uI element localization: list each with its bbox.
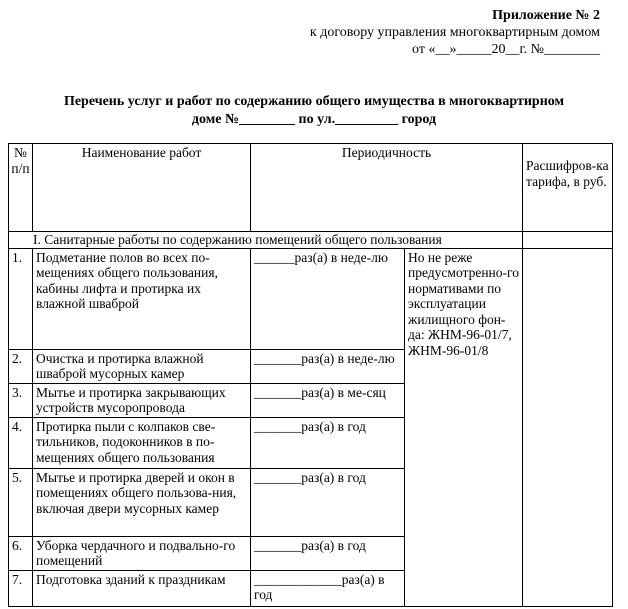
row-period: ______раз(а) в неде-лю xyxy=(251,248,405,349)
table-row xyxy=(9,536,613,570)
row-name: Очистка и протирка влажной шваброй мусорных камер xyxy=(33,349,251,383)
row-name: Мытье и протирка дверей и окон в помещениях общего пользова-ния, включая двери мусорных камер xyxy=(33,468,251,536)
row-period: _____________раз(а) в год xyxy=(251,570,405,606)
document-title-line2: доме №________ по ул._________ город xyxy=(191,112,437,127)
row-num: 2. xyxy=(9,349,33,383)
contract-date-line: от «__»_____20__г. №________ xyxy=(412,42,600,57)
row-name: Мытье и протирка закрывающих устройств мусоропровода xyxy=(33,383,251,417)
row-num: 6. xyxy=(9,536,33,570)
col-header-num: № п/п xyxy=(9,144,33,232)
section-row xyxy=(9,232,613,249)
tariff-cell xyxy=(523,248,613,606)
row-num: 5. xyxy=(9,468,33,536)
row-period: _______раз(а) в год xyxy=(251,417,405,468)
row-num: 7. xyxy=(9,570,33,606)
contract-reference: к договору управления многоквартирным домом xyxy=(309,25,600,40)
row-period: _______раз(а) в ме-сяц xyxy=(251,383,405,417)
tariff-cell xyxy=(523,232,613,249)
norm-note-continuation xyxy=(405,536,523,606)
appendix-title: Приложение № 2 xyxy=(492,8,600,23)
table-header-row xyxy=(9,144,613,232)
row-num: 3. xyxy=(9,383,33,417)
col-header-period: Периодичность xyxy=(251,144,523,232)
row-period: _______раз(а) в год xyxy=(251,536,405,570)
row-name: Уборка чердачного и подвально-го помещений xyxy=(33,536,251,570)
norm-note: Но не реже предусмотренно-го нормативами по эксплуатации жилищного фон-да: ЖНМ-96-01/7, ЖНМ-96-01/8 xyxy=(405,248,523,536)
col-header-tariff: Расшифров-ка тарифа, в руб. xyxy=(523,144,613,232)
services-table xyxy=(8,143,613,607)
row-num: 4. xyxy=(9,417,33,468)
document-title-line1: Перечень услуг и работ по содержанию общего имущества в многоквартирном xyxy=(63,94,565,109)
row-name: Подметание полов во всех по-мещениях общего пользования, кабины лифта и протирка их влажной шваброй xyxy=(33,248,251,349)
col-header-name: Наименование работ xyxy=(33,144,251,232)
section-title: I. Санитарные работы по содержанию помещений общего пользования xyxy=(9,232,523,249)
row-name: Подготовка зданий к праздникам xyxy=(33,570,251,606)
row-period: _______раз(а) в неде-лю xyxy=(251,349,405,383)
row-period: _______раз(а) в год xyxy=(251,468,405,536)
table-row xyxy=(9,248,613,349)
row-name: Протирка пыли с колпаков све-тильников, подоконников в по-мещениях общего пользования xyxy=(33,417,251,468)
row-num: 1. xyxy=(9,248,33,349)
